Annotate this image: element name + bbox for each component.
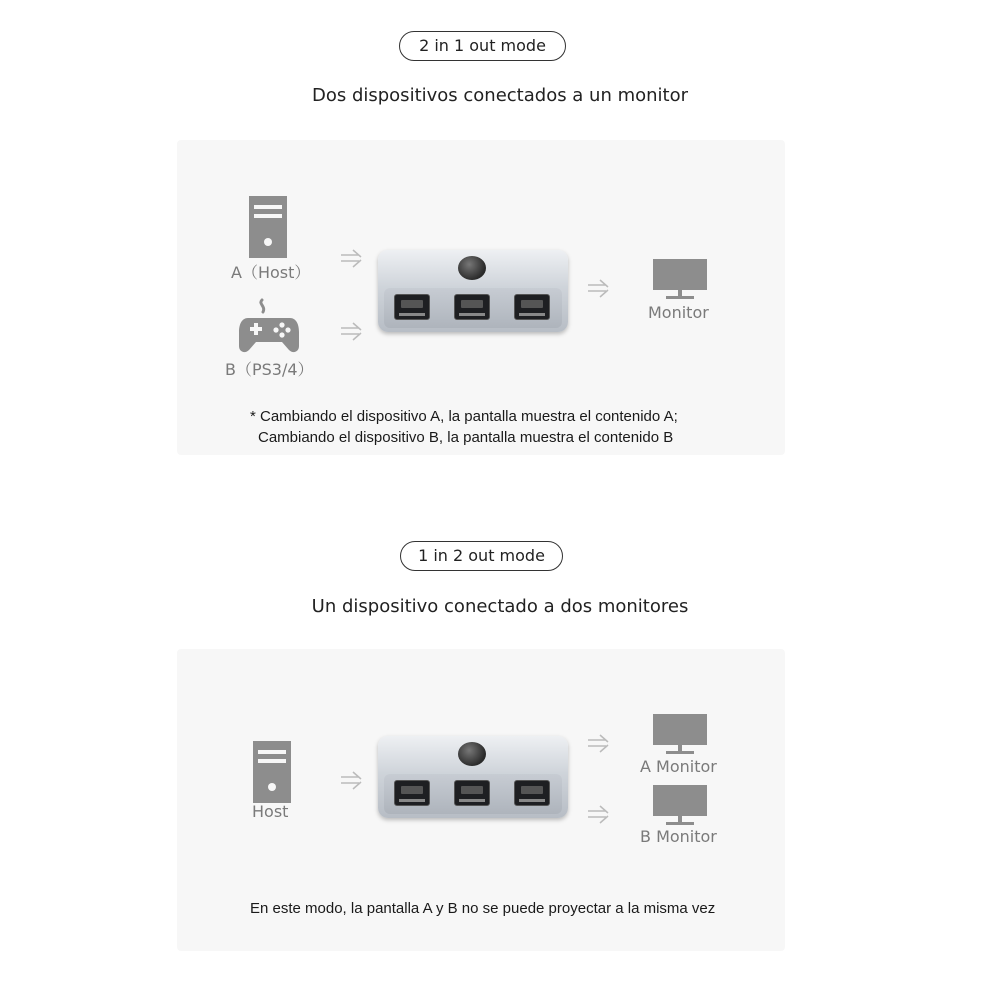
mode-label: 2 in 1 out mode (419, 36, 546, 55)
input-b-label: B（PS3/4） (225, 360, 314, 379)
host-computer-icon (249, 196, 287, 258)
note-line-1: * Cambiando el dispositivo A, la pantalla muestra el contenido A; (250, 408, 678, 425)
double-arrow-icon (586, 279, 616, 299)
mode-note: En este modo, la pantalla A y B no se puede proyectar a la misma vez (250, 900, 716, 917)
switch-button-icon (458, 256, 486, 280)
hdmi-port-icon (514, 780, 550, 806)
hdmi-port-icon (514, 294, 550, 320)
double-arrow-icon (586, 805, 616, 825)
section2-subtitle: Un dispositivo conectado a dos monitores (311, 596, 689, 617)
output-monitor-label: Monitor (648, 303, 709, 322)
double-arrow-icon (339, 322, 369, 342)
gamepad-icon (238, 298, 300, 354)
mode-pill-1in2out (400, 541, 563, 571)
hdmi-port-icon (394, 294, 430, 320)
double-arrow-icon (339, 771, 369, 791)
input-host-label: Host (252, 802, 289, 821)
mode-label: 1 in 2 out mode (418, 546, 545, 565)
output-a-monitor-label: A Monitor (640, 757, 717, 776)
section1-subtitle: Dos dispositivos conectados a un monitor (311, 85, 689, 106)
monitor-icon (652, 784, 708, 826)
monitor-icon (652, 713, 708, 755)
monitor-icon (652, 258, 708, 300)
output-b-monitor-label: B Monitor (640, 827, 717, 846)
hdmi-switch-icon (378, 250, 568, 332)
hdmi-port-icon (454, 294, 490, 320)
switch-button-icon (458, 742, 486, 766)
hdmi-port-icon (454, 780, 490, 806)
double-arrow-icon (339, 249, 369, 269)
double-arrow-icon (586, 734, 616, 754)
note-line-2: Cambiando el dispositivo B, la pantalla muestra el contenido B (258, 429, 674, 446)
hdmi-port-icon (394, 780, 430, 806)
mode-pill-2in1out (399, 31, 566, 61)
host-computer-icon (253, 741, 291, 803)
hdmi-switch-icon (378, 736, 568, 818)
input-a-label: A（Host） (231, 263, 311, 282)
